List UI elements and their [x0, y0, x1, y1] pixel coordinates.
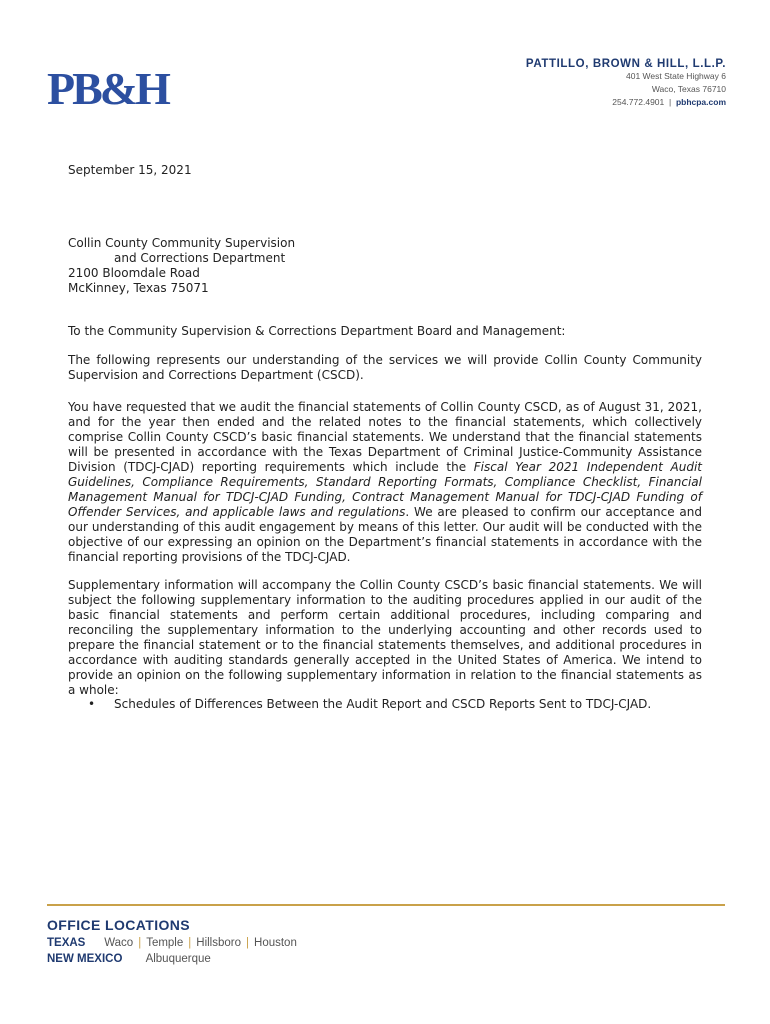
- firm-website-link[interactable]: pbhcpa.com: [675, 97, 726, 107]
- list-item-text: Schedules of Differences Between the Audit Report and CSCD Reports Sent to TDCJ-CJAD.: [114, 697, 652, 711]
- separator: |: [188, 937, 192, 949]
- office-row-texas: [47, 937, 297, 949]
- bullet-icon: •: [88, 697, 96, 711]
- firm-address-line2: Waco, Texas 76710: [651, 84, 726, 94]
- paragraph-2: [68, 400, 702, 565]
- paragraph-2-text: You have requested that we audit the financial statements of Collin County CSCD, as of August 31, 2021, and for the year then ended and the related notes to the financial statements, which collectively comprise Collin County CSCD’s basic financial statements. We understand that the financial statements will be presented in accordance with the Texas Department of Criminal Justice-Community Assistance Division (TDCJ-CJAD) reporting requirements which include the: [68, 400, 702, 474]
- separator: |: [138, 937, 142, 949]
- contact-separator: |: [666, 97, 674, 107]
- recipient-line: McKinney, Texas 75071: [68, 281, 209, 295]
- firm-contact: [526, 96, 726, 109]
- salutation: To the Community Supervision & Corrections Department Board and Management:: [68, 324, 566, 338]
- footer-divider: [47, 904, 725, 906]
- svg-text:PB&H: PB&H: [47, 64, 168, 108]
- office-locations-title: OFFICE LOCATIONS: [47, 917, 191, 933]
- recipient-address: [68, 236, 295, 296]
- city-name: Waco: [104, 937, 134, 949]
- letter-date: September 15, 2021: [68, 163, 192, 177]
- office-row-new-mexico: [47, 953, 211, 965]
- firm-name: PATTILLO, BROWN & HILL, L.L.P.: [525, 58, 726, 70]
- city-name: Hillsboro: [196, 937, 242, 949]
- firm-address-line1: 401 West State Highway 6: [625, 71, 726, 81]
- firm-phone: 254.772.4901: [612, 97, 665, 107]
- separator: |: [246, 937, 250, 949]
- pbh-logo: [47, 64, 197, 108]
- recipient-line: 2100 Bloomdale Road: [68, 266, 200, 280]
- state-label: TEXAS: [47, 937, 86, 949]
- paragraph-2-text-end: . We are pleased to confirm our acceptance and our understanding of this audit engagement by means of this letter. Our audit will be conducted with the objective of our expressing an opinion on the Department’s financial statements in accordance with the financial reporting provisions of the TDCJ-CJAD.: [68, 505, 703, 564]
- firm-header: [526, 58, 726, 109]
- paragraph-1: The following represents our understanding of the services we will provide Collin County Community Supervision and Corrections Department (CSCD).: [68, 353, 702, 382]
- paragraph-3: Supplementary information will accompany the Collin County CSCD’s basic financial statements. We will subject the following supplementary information to the auditing procedures applied in our audit of the basic financial statements and perform certain additional procedures, including comparing and reconciling the supplementary information to the underlying accounting and other records used to prepare the financial statement or to the financial statements themselves, and additional procedures in accordance with auditing standards generally accepted in the United States of America. We intend to provide an opinion on the following supplementary information in relation to the financial statements as a whole:: [68, 578, 702, 697]
- city-name: Temple: [146, 937, 184, 949]
- city-name: Houston: [254, 937, 297, 949]
- recipient-line: and Corrections Department: [114, 251, 286, 265]
- paragraph-2-italic-guidelines: Fiscal Year 2021 Independent Audit Guidelines, Compliance Requirements, Standard Reporting Formats, Compliance Checklist, Financial Management Manual for TDCJ-CJAD Funding, Contract Management Manual for TDCJ-CJAD Funding of Offender Services, and applicable laws and regulations: [68, 460, 702, 519]
- recipient-line: Collin County Community Supervision: [68, 236, 296, 250]
- city-name: Albuquerque: [145, 953, 211, 965]
- list-item: [88, 697, 688, 711]
- state-label: NEW MEXICO: [47, 953, 123, 965]
